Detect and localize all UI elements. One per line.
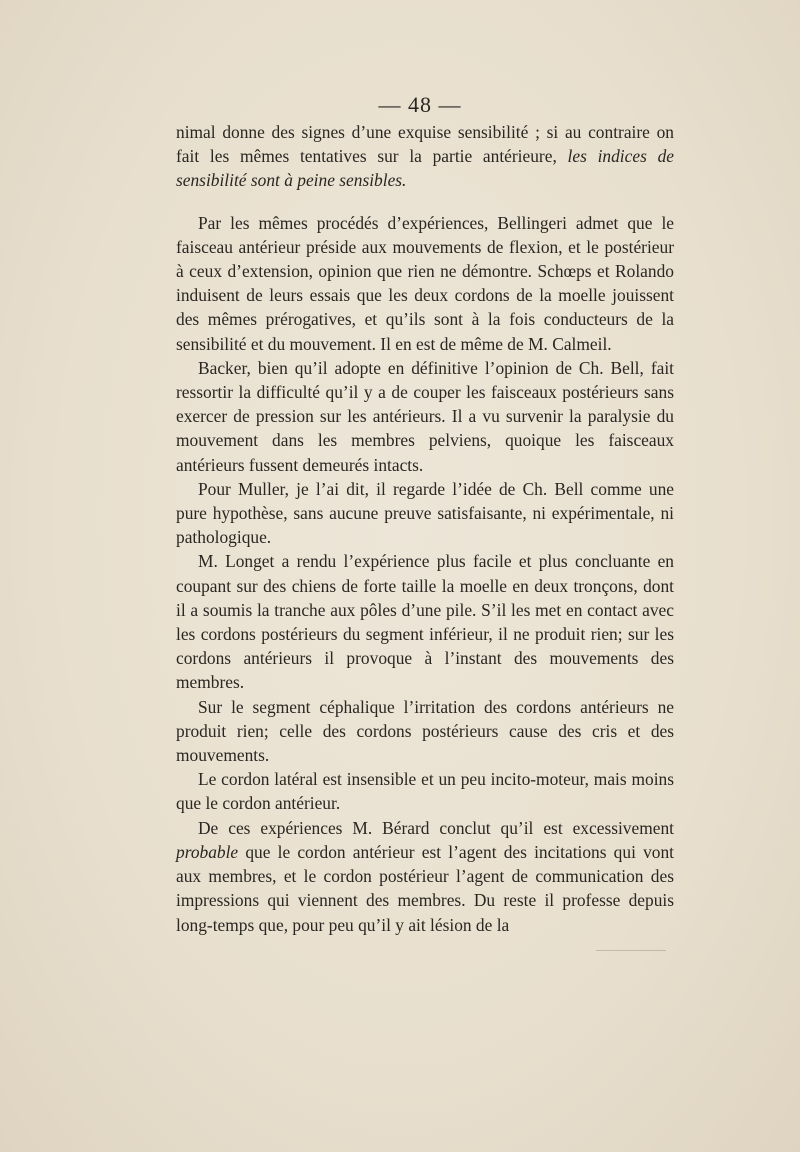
paragraph-5-text: M. Longet a rendu l’expérience plus facile et plus concluante en coupant sur des chiens de forte taille la moelle en deux tronçons, dont il a soumis la tranche aux pôles d’une pile. S’il les met en contact avec les cordons postérieurs du segment inférieur, il ne produit rien; sur les cordons antérieurs il provoque à l’instant des mouvements des membres.	[176, 551, 674, 693]
paragraph-7	[176, 767, 674, 815]
paragraph-5	[176, 549, 674, 694]
paragraph-1	[176, 120, 674, 193]
paragraph-7-text: Le cordon latéral est insensible et un peu incito-moteur, mais moins que le cordon antérieur.	[176, 769, 674, 814]
paragraph-6-text: Sur le segment céphalique l’irritation des cordons antérieurs ne produit rien; celle des cordons postérieurs cause des cris et des mouvements.	[176, 696, 674, 766]
paragraph-1-text: nimal donne des signes d’une exquise sensibilité ; si au contraire on fait les mêmes tentatives sur la partie antérieure,	[176, 122, 674, 167]
paragraph-8-italic: probable	[176, 841, 239, 862]
body-text	[176, 120, 674, 937]
paragraph-2-text: Par les mêmes procédés d’expériences, Bellingeri admet que le faisceau antérieur préside aux mouvements de flexion, et le postérieur à ceux d’extension, opinion que rien ne démontre. Schœps et Rolando induisent de leurs essais que les deux cordons de la moelle jouissent des mêmes prérogatives, et qu’ils sont à la fois conducteurs de la sensibilité et du mouvement. Il en est de même de M. Calmeil.	[176, 212, 674, 354]
paragraph-2	[176, 211, 674, 356]
paragraph-1-italic: les indices de sensibilité sont à peine sensibles.	[176, 146, 674, 191]
page-number: — 48 —	[378, 92, 462, 117]
paragraph-4-text: Pour Muller, je l’ai dit, il regarde l’idée de Ch. Bell comme une pure hypothèse, sans aucune preuve satisfaisante, ni expérimentale, ni pathologique.	[176, 478, 674, 548]
catchword-rule	[596, 950, 666, 951]
paragraph-gap	[176, 193, 674, 211]
paragraph-8-text-a: De ces expériences M. Bérard conclut qu’il est excessivement	[198, 817, 674, 838]
paragraph-3-text: Backer, bien qu’il adopte en définitive l’opinion de Ch. Bell, fait ressortir la difficulté qu’il y a de couper les faisceaux postérieurs sans exercer de pression sur les antérieurs. Il a vu survenir la paralysie du mouvement dans les membres pelviens, quoique les faisceaux antérieurs fussent demeurés intacts.	[176, 357, 674, 475]
paragraph-6	[176, 695, 674, 768]
paragraph-8	[176, 816, 674, 937]
paragraph-8-text-b: que le cordon antérieur est l’agent des incitations qui vont aux membres, et le cordon postérieur l’agent de communication des impressions qui viennent des membres. Du reste il professe depuis long-temps que, pour peu qu’il y ait lésion de la	[176, 841, 674, 935]
paragraph-3	[176, 356, 674, 477]
paragraph-4	[176, 477, 674, 550]
